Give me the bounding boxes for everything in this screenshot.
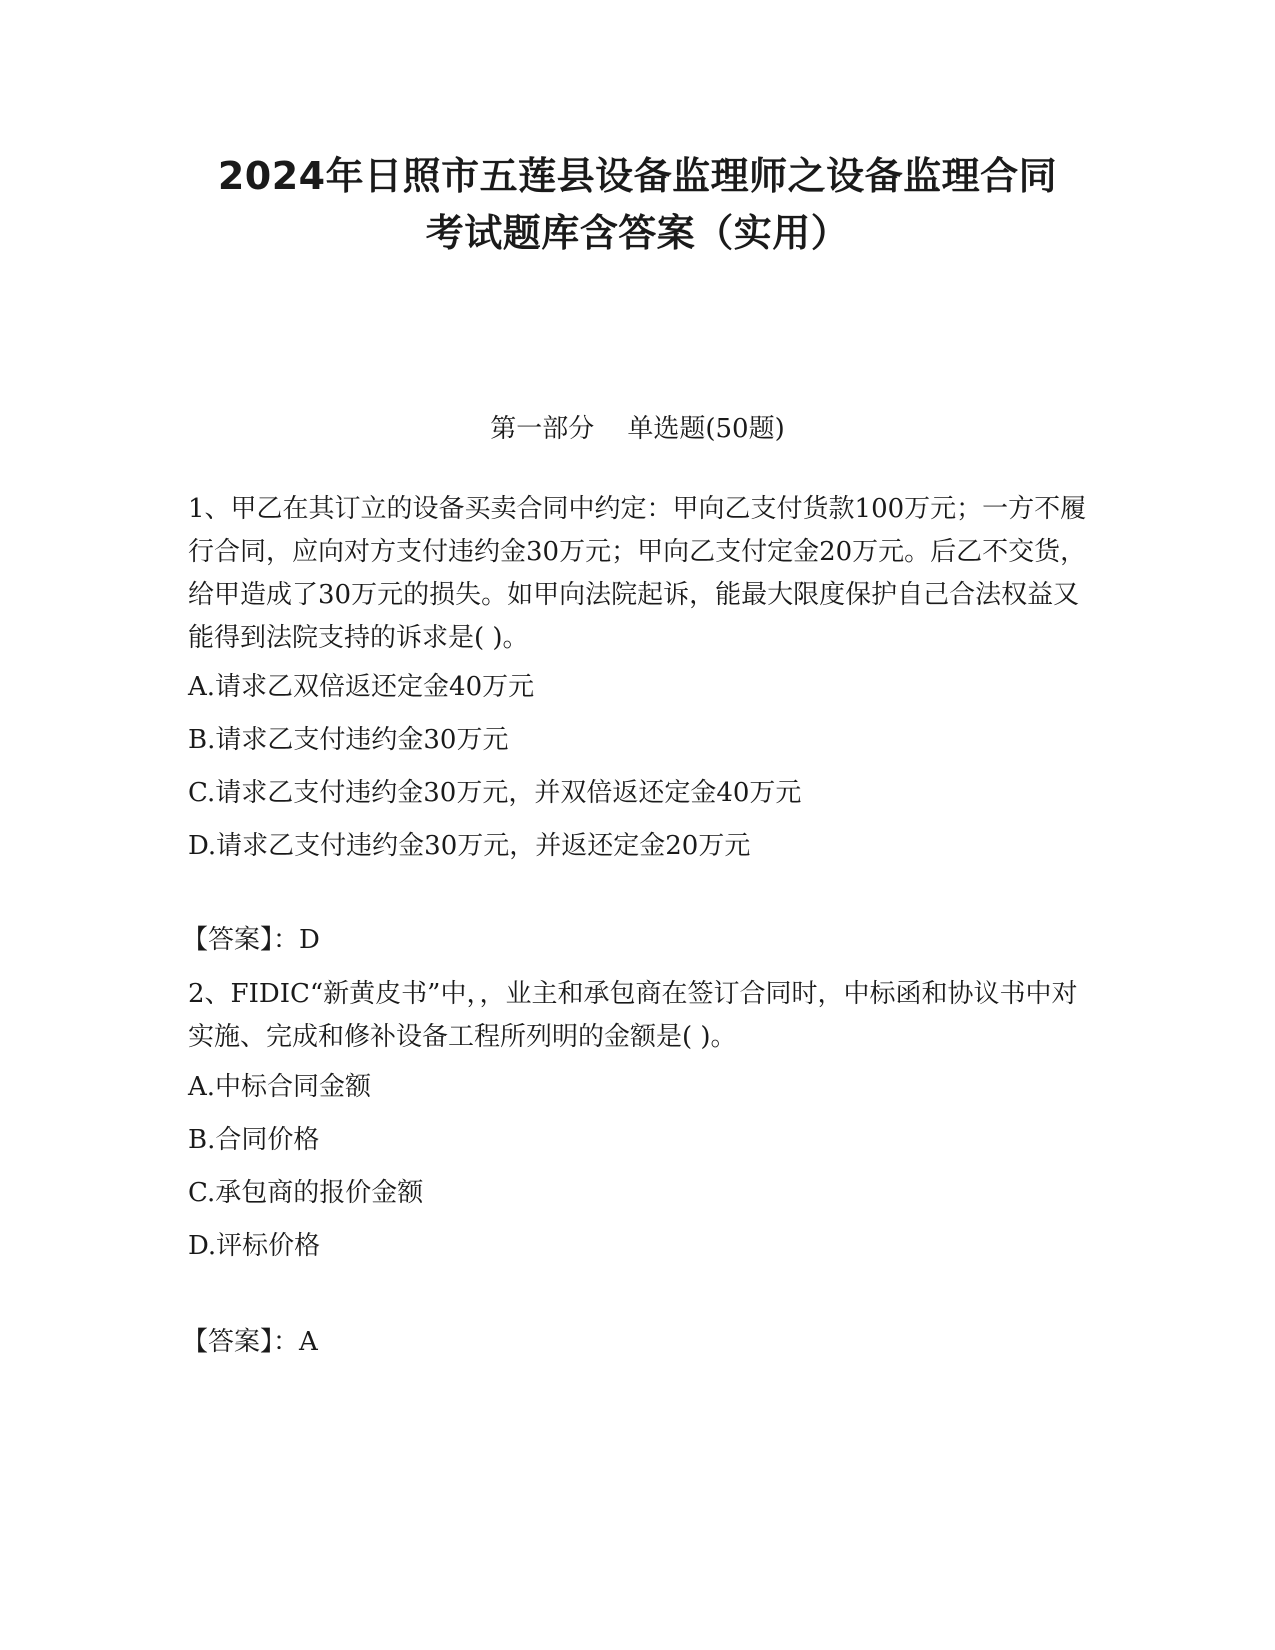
option-b: B.合同价格 [188,1125,320,1155]
section-heading: 第一部分 单选题(50题) [490,414,785,444]
title-line-2: 考试题库含答案（实用） [425,211,850,255]
document-title [150,148,1125,262]
question-2 [188,973,1088,1059]
title-line-1: 2024年日照市五莲县设备监理师之设备监理合同 [217,154,1058,198]
option-d: D.评标价格 [188,1231,321,1261]
question-1 [188,488,1088,660]
option-d: D.请求乙支付违约金30万元，并返还定金20万元 [188,831,751,861]
question-2-options [188,1070,1088,1264]
option-c: C.请求乙支付违约金30万元，并双倍返还定金40万元 [188,778,802,808]
option-b: B.请求乙支付违约金30万元 [188,725,509,755]
question-stem: 2、FIDIC“新黄皮书”中，，业主和承包商在签订合同时，中标函和协议书中对实施、完成和修补设备工程所列明的金额是( )。 [188,979,1078,1052]
option-c: C.承包商的报价金额 [188,1178,424,1208]
answer-2: 【答案】：A [182,1327,318,1357]
question-1-options [188,670,1088,864]
option-a: A.请求乙双倍返还定金40万元 [188,672,535,702]
question-stem: 1、甲乙在其订立的设备买卖合同中约定：甲向乙支付货款100万元；一方不履行合同，应向对方支付违约金30万元；甲向乙支付定金20万元。后乙不交货，给甲造成了30万元的损失。如甲向法院起诉，能最大限度保护自己合法权益又能得到法院支持的诉求是( )。 [188,494,1087,653]
option-a: A.中标合同金额 [188,1072,372,1102]
answer-1: 【答案】：D [182,925,320,955]
